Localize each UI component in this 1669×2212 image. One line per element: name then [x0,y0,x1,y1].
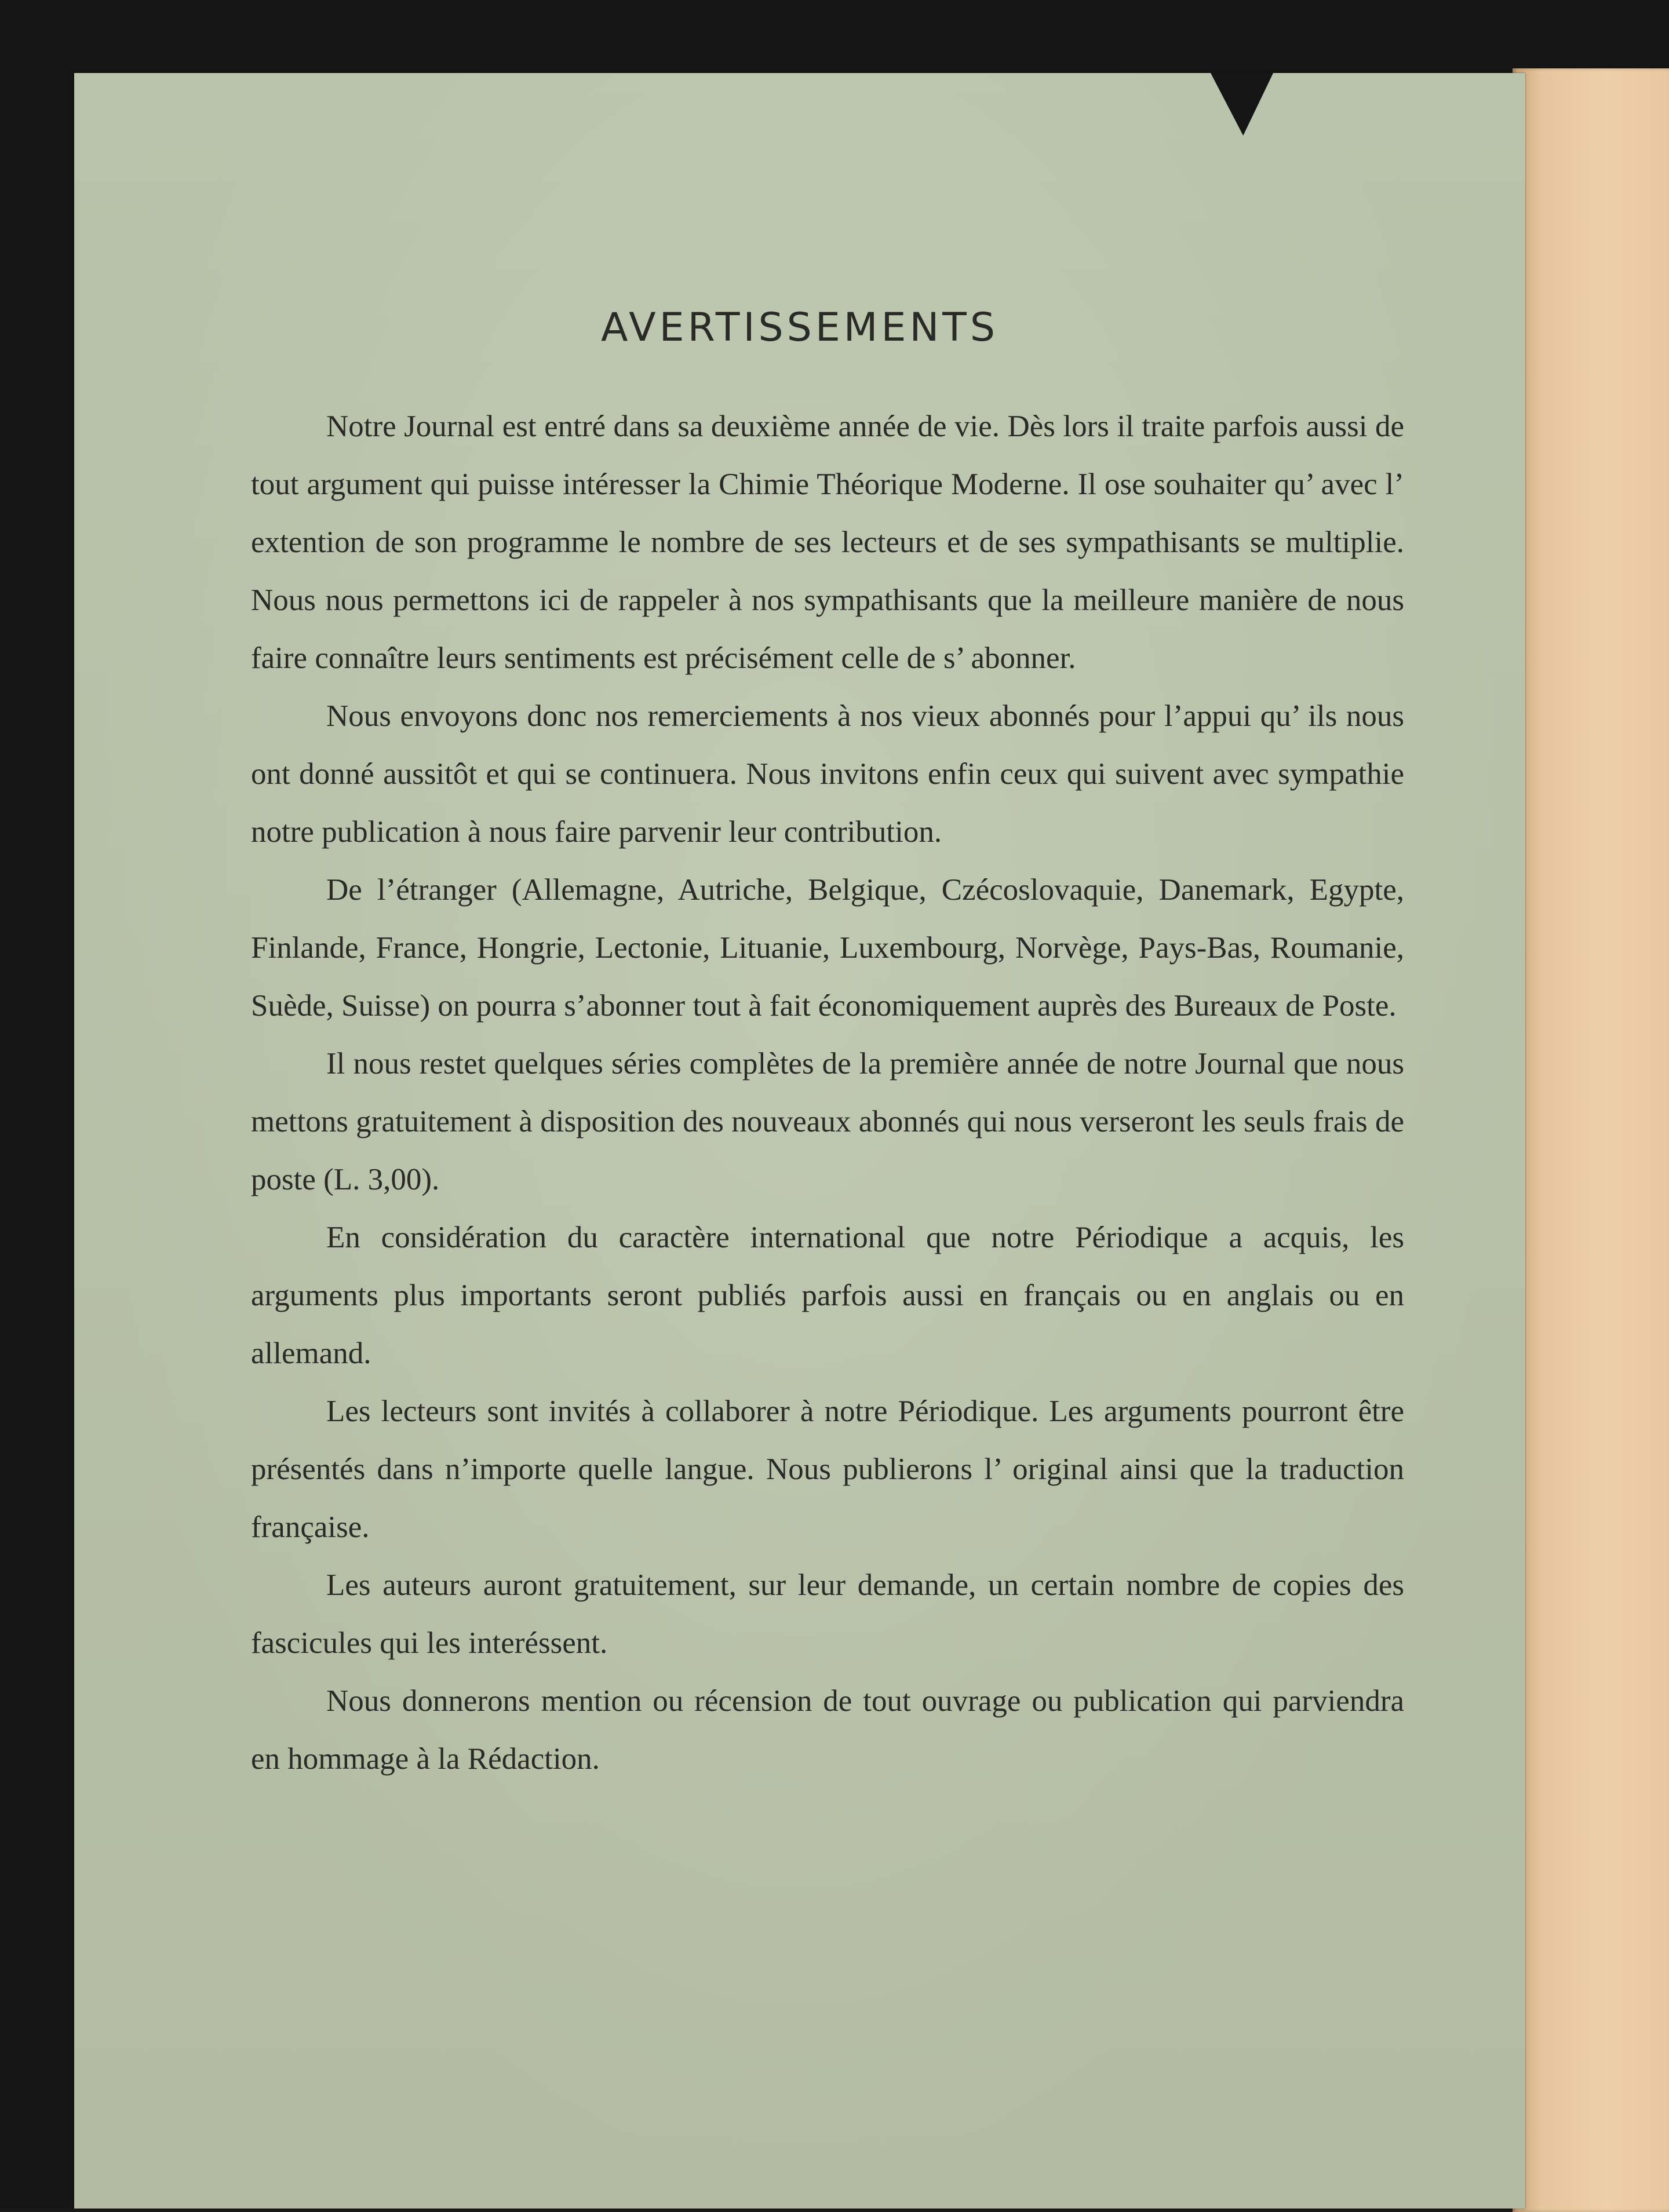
paragraph: En considération du caractère international que notre Périodique a acquis, les arguments plus importants seront publiés parfois aussi en français ou en anglais ou en allemand. [251,1221,1404,1370]
torn-corner-notch [1210,72,1274,136]
paragraph: Les lecteurs sont invités à collaborer à notre Périodique. Les arguments pourront être présentés dans n’importe quelle langue. Nous publierons l’ original ainsi que la traduction française. [251,1395,1404,1544]
body-text [251,397,1404,1788]
paragraph: Il nous restet quelques séries complètes de la première année de notre Journal que nous mettons gratuitement à disposition des nouveaux abonnés qui nous verseront les seuls frais de poste (L. 3,00). [251,1047,1404,1196]
document-page [74,73,1525,2209]
paragraph: Nous envoyons donc nos remerciements à nos vieux abonnés pour l’appui qu’ ils nous ont donné aussitôt et qui se continuera. Nous invitons enfin ceux qui suivent avec sympathie notre publication à nous faire parvenir leur contribution. [251,699,1404,849]
paragraph: Nous donnerons mention ou récension de tout ouvrage ou publication qui parviendra en hommage à la Rédaction. [251,1684,1404,1776]
paragraph: Les auteurs auront gratuitement, sur leur demande, un certain nombre de copies des fascicules qui les interéssent. [251,1568,1404,1660]
page-title: AVERTISSEMENTS [600,305,999,351]
paragraph: Notre Journal est entré dans sa deuxième année de vie. Dès lors il traite parfois aussi de tout argument qui puisse intéresser la Chimie Théorique Moderne. Il ose souhaiter qu’ avec l’ extention de son programme le nombre de ses lecteurs et de ses sympathisants se multiplie. Nous nous permettons ici de rappeler à nos sympathisants que la meilleure manière de nous faire connaître leurs sentiments est précisément celle de s’ abonner. [251,410,1404,675]
adjacent-page-edge [1513,68,1669,2212]
paragraph: De l’étranger (Allemagne, Autriche, Belgique, Czécoslovaquie, Danemark, Egypte, Finlande, France, Hongrie, Lectonie, Lituanie, Luxembourg, Norvège, Pays-Bas, Roumanie, Suède, Suisse) on pourra s’abonner tout à fait économiquement auprès des Bureaux de Poste. [251,873,1404,1023]
